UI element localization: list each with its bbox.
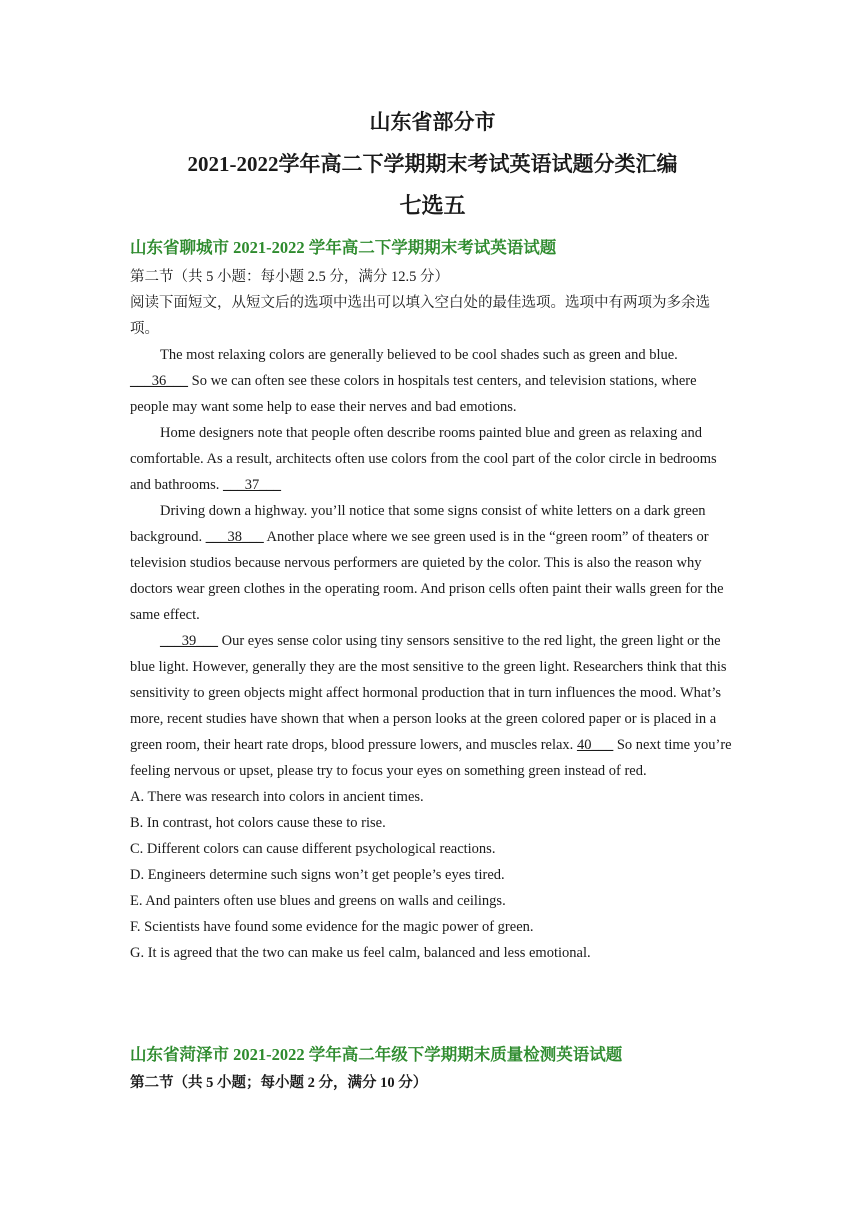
passage-paragraph-1: The most relaxing colors are generally believed to be cool shades such as green and blue. ___36___ So we can often see these colors in hospitals test centers, and television stations, where people may want some help to ease their nerves and bad emotions. <box>130 347 697 415</box>
option-c: C. Different colors can cause different psychological reactions. <box>130 841 496 857</box>
option-f: F. Scientists have found some evidence for the magic power of green. <box>130 919 534 935</box>
section-subheading: 第二节（共 5 小题：每小题 2.5 分，满分 12.5 分） <box>130 269 449 285</box>
option-d: D. Engineers determine such signs won’t get people’s eyes tired. <box>130 867 505 883</box>
title-topic: 七选五 <box>399 193 466 218</box>
passage-paragraph-2: Home designers note that people often describe rooms painted blue and green as relaxing and comfortable. As a result, architects often use colors from the cool part of the color circle in bedrooms and bathrooms. ___37___ <box>130 425 717 493</box>
blank-38: ___38___ <box>205 529 264 545</box>
blank-36: ___36___ <box>130 373 188 389</box>
section-heading-heze: 山东省菏泽市 2021-2022 学年高二年级下学期期末质量检测英语试题 <box>130 1045 623 1064</box>
instruction-text: 阅读下面短文，从短文后的选项中选出可以填入空白处的最佳选项。选项中有两项为多余选项。 <box>130 295 710 337</box>
passage-paragraph-3: Driving down a highway. you’ll notice that some signs consist of white letters on a dark green background. ___38___ Another place where we see green used is in the “green room” of theaters or television studios because nervous performers are quieted by the color. This is also the reason why doctors wear green clothes in the operating room. And prison cells often paint their walls green for the same effect. <box>130 503 724 623</box>
option-a: A. There was research into colors in ancient times. <box>130 789 424 805</box>
blank-39: ___39___ <box>160 633 218 649</box>
option-g: G. It is agreed that the two can make us feel calm, balanced and less emotional. <box>130 945 591 961</box>
title-main: 2021-2022学年高二下学期期末考试英语试题分类汇编 <box>187 152 678 176</box>
passage-paragraph-4: ___39___ Our eyes sense color using tiny sensors sensitive to the red light, the green light or the blue light. However, generally they are the most sensitive to the green light. Researchers think that this sensitivity to green objects might affect hormonal production that in turn influences the mood. What’s more, recent studies have shown that when a person looks at the green colored paper or is placed in a green room, their heart rate drops, blood pressure lowers, and muscles relax. 40___ So next time you’re feeling nervous or upset, please try to focus your eyes on something green instead of red. <box>130 633 732 779</box>
option-b: B. In contrast, hot colors cause these to rise. <box>130 815 386 831</box>
blank-37: ___37___ <box>223 477 282 493</box>
option-e: E. And painters often use blues and greens on walls and ceilings. <box>130 893 506 909</box>
title-region: 山东省部分市 <box>369 110 496 134</box>
blank-40: 40___ <box>576 737 614 753</box>
section-body-liaocheng <box>130 264 735 966</box>
section-heading-liaocheng: 山东省聊城市 2021-2022 学年高二下学期期末考试英语试题 <box>130 238 557 257</box>
section-subheading-heze: 第二节（共 5 小题；每小题 2 分，满分 10 分） <box>130 1075 428 1091</box>
